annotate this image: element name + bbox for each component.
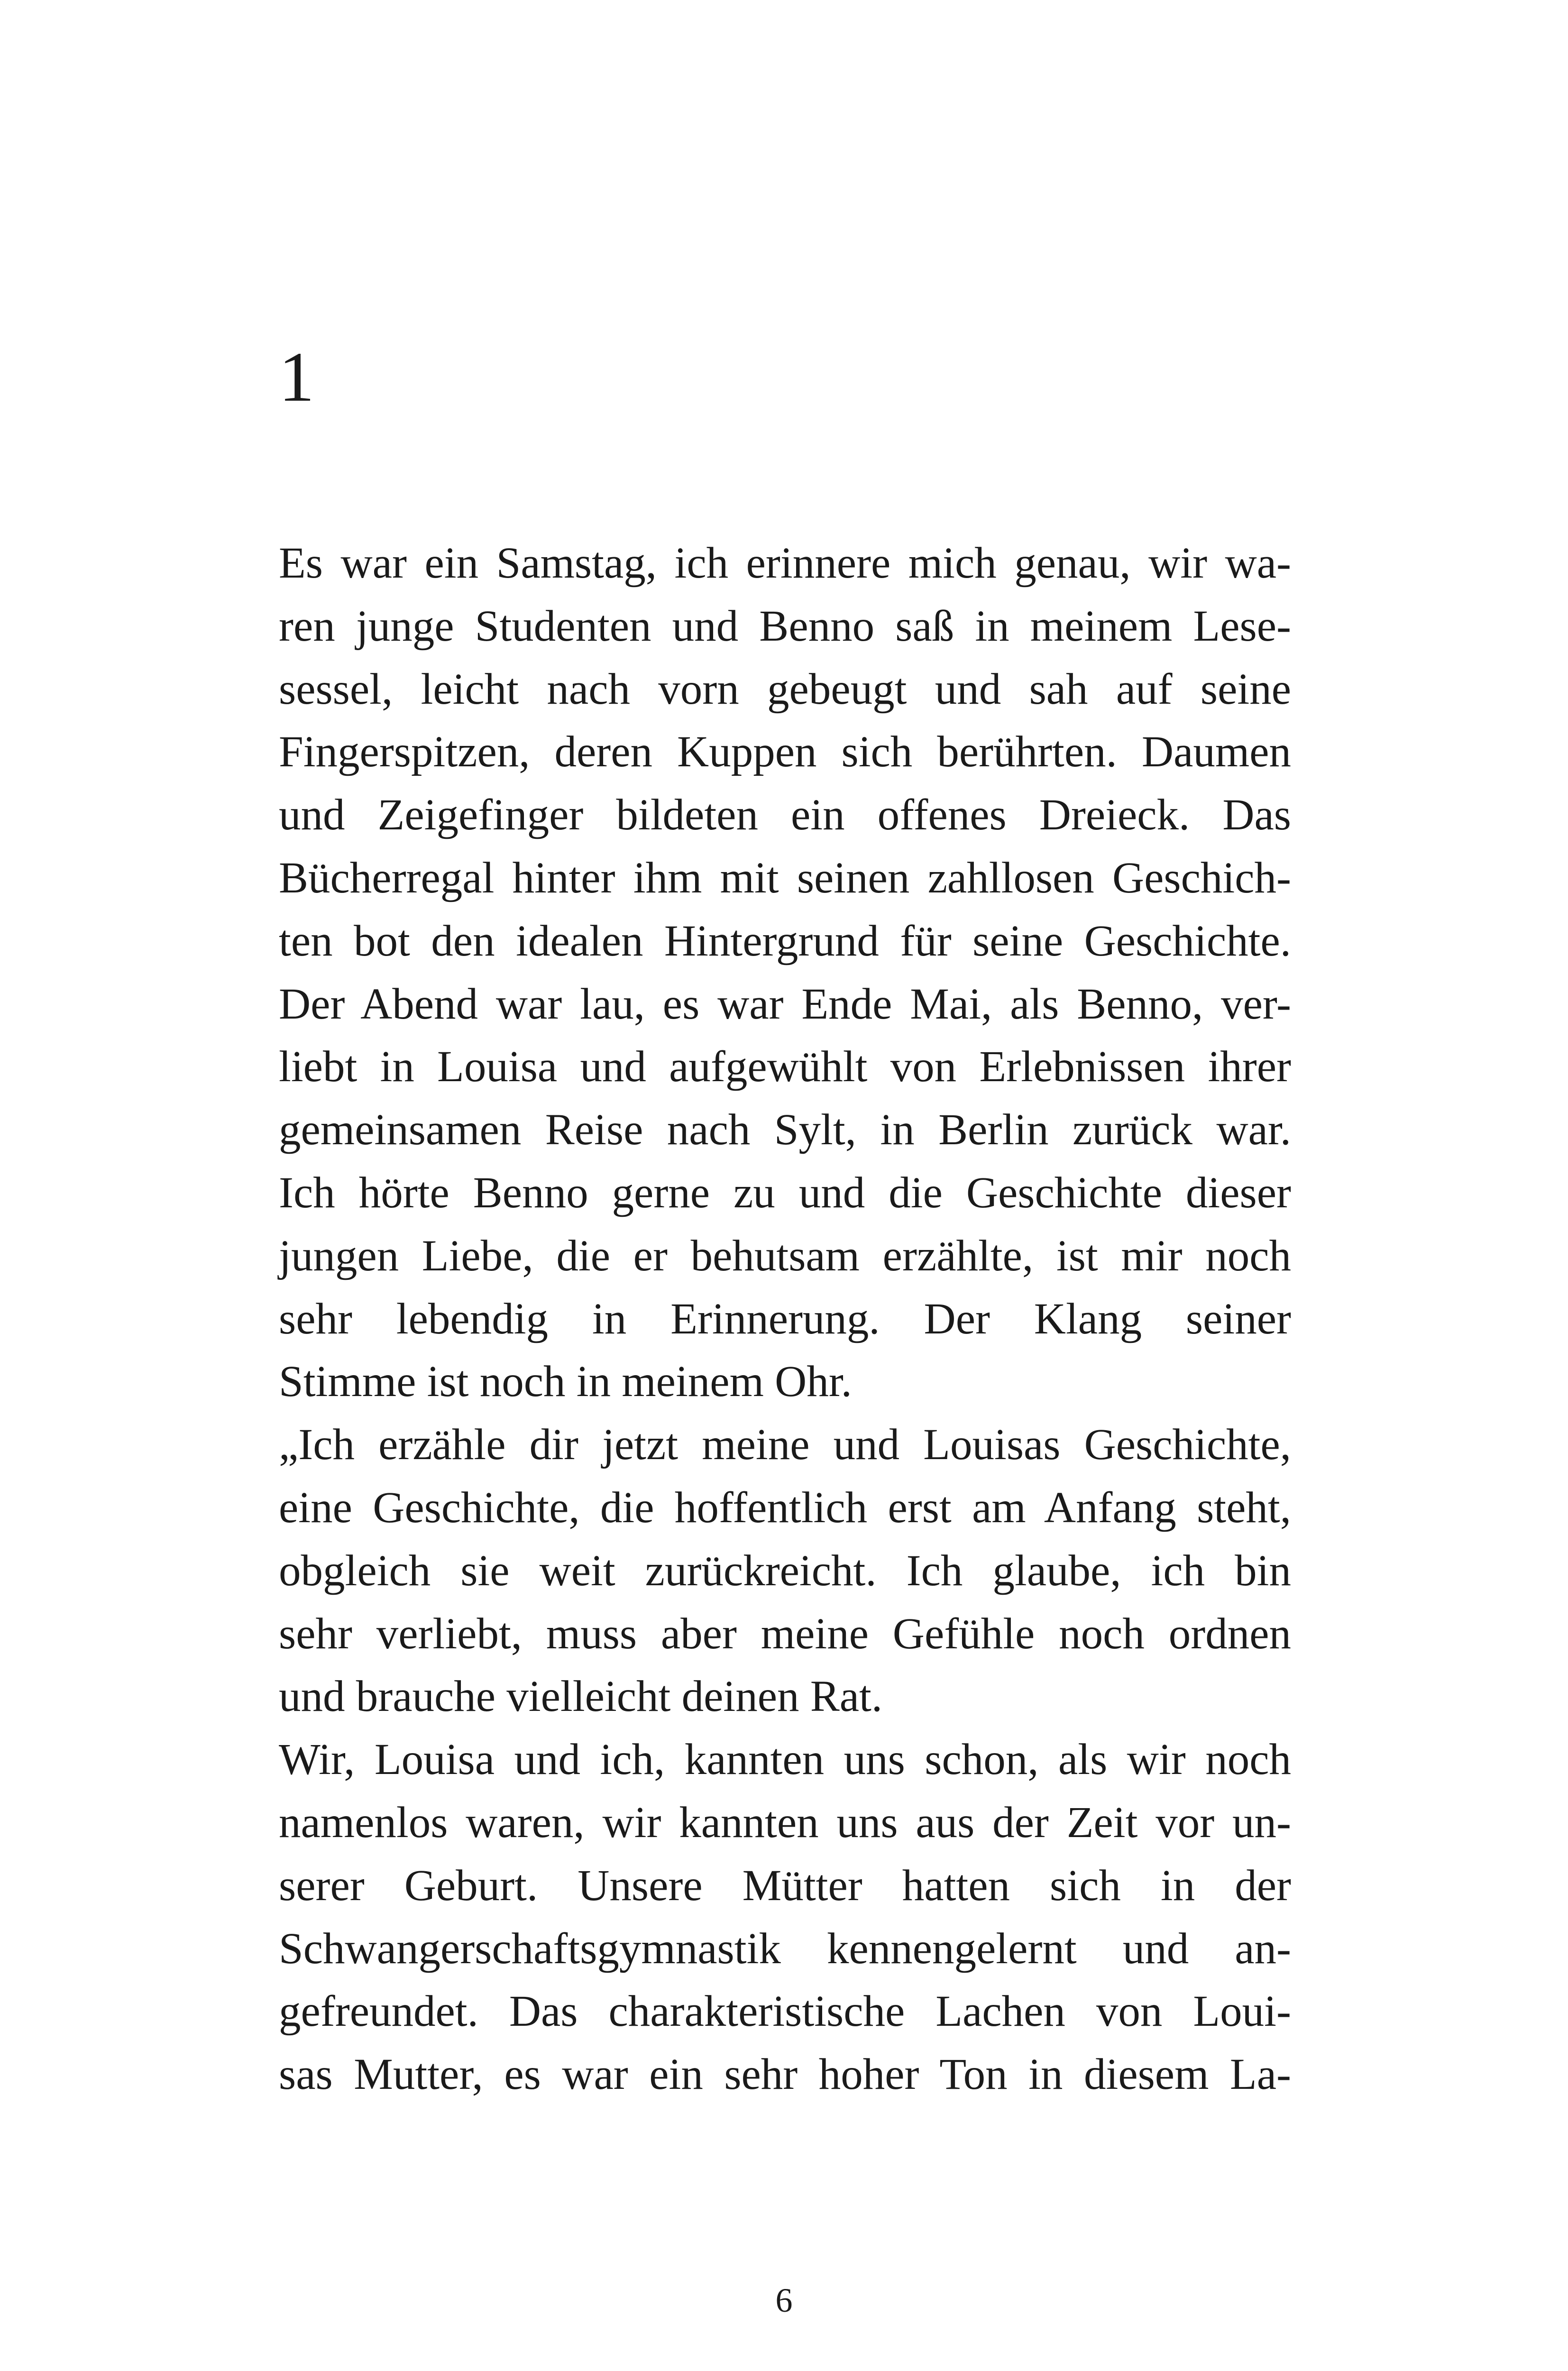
text-line: sessel, leicht nach vorn gebeugt und sah auf seine: [279, 664, 1291, 714]
text-line: ren junge Studenten und Benno saß in meinem Lese-: [279, 601, 1291, 651]
text-line: sehr lebendig in Erinnerung. Der Klang seiner: [279, 1294, 1291, 1343]
text-line: liebt in Louisa und aufgewühlt von Erlebnissen ihrer: [279, 1042, 1291, 1092]
body-text: [279, 532, 1291, 2106]
text-line: Ich hörte Benno gerne zu und die Geschichte dieser: [279, 1168, 1291, 1217]
text-line: serer Geburt. Unsere Mütter hatten sich in der: [279, 1861, 1291, 1910]
chapter-number: 1: [279, 338, 314, 416]
text-line: Schwangerschaftsgymnastik kennengelernt und an-: [279, 1924, 1291, 1973]
page-number: 6: [775, 2281, 793, 2319]
text-line: jungen Liebe, die er behutsam erzählte, ist mir noch: [279, 1231, 1291, 1280]
text-line: Bücherregal hinter ihm mit seinen zahllosen Geschich-: [279, 853, 1291, 902]
text-line: sas Mutter, es war ein sehr hoher Ton in diesem La-: [279, 2050, 1291, 2099]
text-line: und brauche vielleicht deinen Rat.: [279, 1672, 883, 1721]
text-line: obgleich sie weit zurückreicht. Ich glaube, ich bin: [279, 1546, 1291, 1595]
text-line: ten bot den idealen Hintergrund für seine Geschichte.: [279, 916, 1291, 965]
text-line: sehr verliebt, muss aber meine Gefühle noch ordnen: [279, 1609, 1291, 1658]
text-line: Es war ein Samstag, ich erinnere mich genau, wir wa-: [279, 539, 1291, 588]
text-line: gefreundet. Das charakteristische Lachen von Loui-: [279, 1987, 1291, 2036]
text-line: eine Geschichte, die hoffentlich erst am Anfang steht,: [279, 1483, 1291, 1532]
text-line: Wir, Louisa und ich, kannten uns schon, als wir noch: [279, 1735, 1291, 1784]
text-line: Fingerspitzen, deren Kuppen sich berührten. Daumen: [279, 727, 1291, 777]
text-line: Der Abend war lau, es war Ende Mai, als Benno, ver-: [279, 979, 1291, 1029]
text-line: Stimme ist noch in meinem Ohr.: [279, 1357, 852, 1406]
text-line: namenlos waren, wir kannten uns aus der Zeit vor un-: [279, 1798, 1291, 1847]
text-line: und Zeigefinger bildeten ein offenes Dreieck. Das: [279, 790, 1291, 840]
text-line: gemeinsamen Reise nach Sylt, in Berlin zurück war.: [279, 1105, 1291, 1155]
text-line: „Ich erzähle dir jetzt meine und Louisas Geschichte,: [279, 1420, 1291, 1470]
